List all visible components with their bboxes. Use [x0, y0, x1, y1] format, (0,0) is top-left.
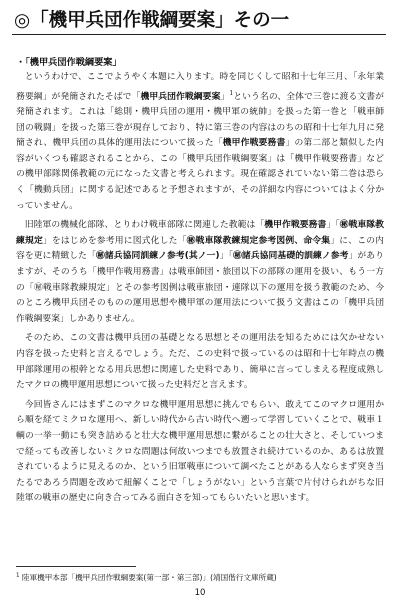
text-run: 」に、この内容を更に精緻した「 [16, 235, 384, 262]
footnote-marker: 1 [16, 572, 20, 579]
text-run: 」がありますが、そのうち「機甲作戦用務書」は戦車師団・旅団以下の部隊の運用を扱い、もう一方の「㊙戦車隊教練規定」とその参考図例は戦車旅団・連隊以下の運用を扱う教範のため、今のところ機甲兵団そのものの運用思想や機甲軍の運用法について扱う文書はこの「機甲兵団作戦綱要案」しかありません。 [16, 251, 384, 324]
text-run: 」をはじめを参考用に図式化した「 [42, 235, 187, 246]
bold-title: 機甲作戦要務書 [264, 220, 327, 231]
text-run: 」の第二部と類似した内容がいくつも確認されることから、この「機甲兵団作戦綱要案」は「機甲作戦要務書」などの機甲部隊関係教範の元になった文書と考えられます。現在確認されていない第二巻は恐らく「機動兵団」に関する記述であると予想されますが、その詳細な内容についてはよく分かっていません。 [16, 138, 384, 211]
bold-title: 機甲作戦要務書 [222, 138, 286, 149]
page-title: ◎「機甲兵団作戦綱要案」その一 [14, 10, 290, 31]
body-text [16, 70, 384, 511]
text-run: で「 [122, 91, 141, 102]
text-run: 今回皆さんにはまずこのマクロな機甲運用思想に挑んでもらい、敢えてこのマクロ運用から順を経てミクロな運用へ、新しい時代から古い時代へ遡って学習していくことで、戦車１輌の一挙一動にも突き詰めると壮大な機甲運用思想に繋がることの壮大さと、そしていつまで経っても改善しないミクロな問題は何故いつまでも放置され続けているのか、あるは放置されているように見えるのか、という旧軍戦車について調べたことがある人ならまず突き当たるであろう問題を改めて紐解くことで「しょうがない」という言葉で片付けられがちな旧陸軍の戦車の歴史に向き合ってみる面白さを知ってもらいたいと思います。 [16, 399, 384, 504]
paragraph-4 [16, 398, 384, 507]
text-run: 」 [220, 91, 230, 102]
bold-title: ㊙戦車隊教練規定参考図例、命令集 [186, 235, 331, 246]
bold-title: ㊙戦車隊教練規定 [16, 220, 384, 246]
bold-title: ㊙諸兵協同基礎的訓練ノ参考 [233, 251, 349, 262]
footnote-text: 陸軍機甲本部「機甲兵団作戦綱要案(第一部・第三部)」(靖国偕行文庫所蔵) [21, 573, 277, 582]
paragraph-2 [16, 218, 384, 327]
text-run: そのため、この文書は機甲兵団の基礎となる思想とその運用法を知るためには欠かせない内容を扱った史料と言えるでしょう。ただ、この史料で扱っているのは昭和十七年時点の機甲部隊運用の根幹となる用兵思想に関連した史料であり、簡単に言ってしまえる程度成熟したマクロの機甲運用思想について扱った史料だと言えます。 [16, 333, 384, 391]
text-run: 」「 [326, 220, 340, 231]
title-underline [12, 34, 386, 35]
footnote-divider [16, 566, 136, 567]
bold-title: 機甲兵団作戦綱要案 [140, 91, 221, 102]
section-heading: ・「機甲兵団作戦綱要案」 [16, 57, 122, 68]
text-run: という名の、全体で三巻に渡る文書が発簡されます。これは「総則・機甲兵団の運用・機甲軍の統帥」を扱った第一巻と「戦車師団の戦闘」を扱った第三巻が現存しており、特に第三巻の内容はのちの昭和十七年九月に発簡され、機甲兵団の具体的運用法について扱った「 [16, 91, 384, 149]
text-run: 旧陸軍の機械化部隊、とりわけ戦車部隊に関連した教範は「 [24, 220, 265, 231]
bold-title: ㊙諸兵協同訓練ノ参考(其ノ一) [95, 251, 220, 262]
paragraph-1 [16, 70, 384, 214]
footnote-ref: 1 [229, 89, 234, 97]
text-run: 」「 [219, 251, 234, 262]
footnote [16, 572, 277, 583]
text-run: というわけで、ここでようやく本題に入ります。時を同じくして昭和十七年三月、「永年業務要綱」が発簡されたそば [16, 72, 384, 102]
page-number: 10 [194, 588, 206, 598]
paragraph-3 [16, 331, 384, 393]
